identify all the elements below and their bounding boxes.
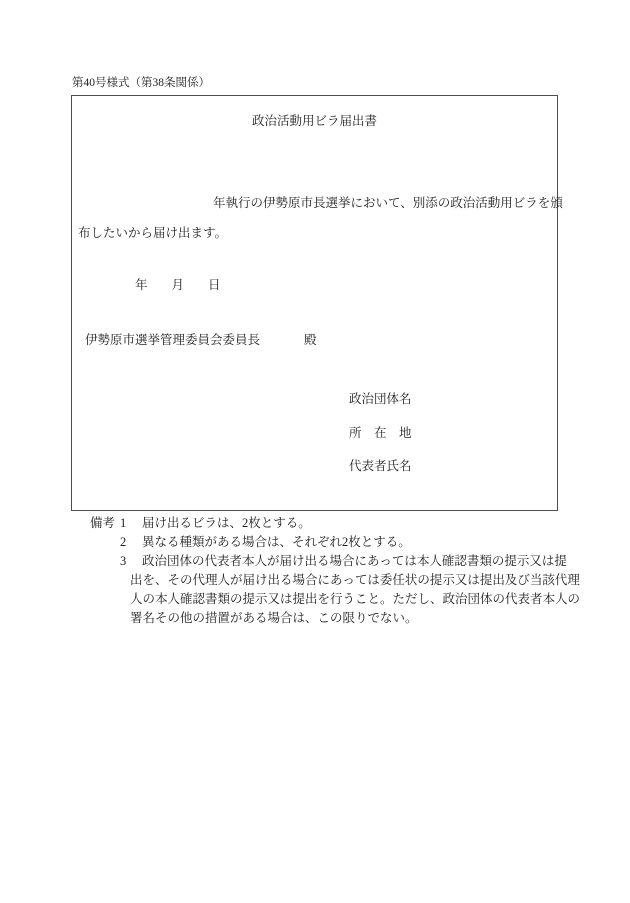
- note-3-continuation-line-1: 出を、その代理人が届け出る場合にあっては委任状の提示又は提出及び当該代理: [130, 573, 580, 587]
- note-2-text: 異なる種類がある場合は、それぞれ2枚とする。: [142, 535, 411, 549]
- note-2-number: 2: [120, 535, 127, 549]
- note-line-1: [90, 514, 580, 533]
- note-3-number: 3: [120, 554, 127, 568]
- signature-field-address: 所 在 地: [349, 426, 412, 440]
- body-text-line-1: 年執行の伊勢原市長選挙において、別添の政治活動用ビラを頒: [213, 196, 563, 210]
- note-line-3: [90, 552, 580, 571]
- month-label: 月: [171, 278, 185, 292]
- signature-field-organization-name: 政治団体名: [349, 392, 412, 406]
- note-1-text: 届け出るビラは、2枚とする。: [142, 516, 311, 530]
- note-1-number: 1: [120, 516, 127, 530]
- honorific-label: 殿: [304, 333, 317, 347]
- day-label: 日: [208, 278, 221, 292]
- addressee-name: 伊勢原市選挙管理委員会委員長: [85, 333, 261, 347]
- body-text-line-2: 布したいから届け出ます。: [78, 226, 228, 240]
- signature-field-representative-name: 代表者氏名: [349, 459, 412, 473]
- notes-section: [90, 514, 580, 628]
- form-box: [71, 95, 563, 511]
- date-line: [135, 277, 221, 293]
- note-3-text: 政治団体の代表者本人が届け出る場合にあっては本人確認書類の提示又は提: [142, 554, 567, 568]
- addressee-line: [85, 332, 317, 348]
- form-number: 第40号様式（第38条関係）: [72, 77, 210, 89]
- year-label: 年: [135, 278, 148, 292]
- notes-label: 備考: [90, 516, 116, 530]
- note-line-2: [90, 533, 580, 552]
- note-3-continuation-line-3: 署名その他の措置がある場合は、この限りでない。: [130, 611, 418, 625]
- note-3-continuation-line-2: 人の本人確認書類の提示又は提出を行うこと。ただし、政治団体の代表者本人の: [130, 592, 581, 606]
- form-title: 政治活動用ビラ届出書: [251, 114, 377, 128]
